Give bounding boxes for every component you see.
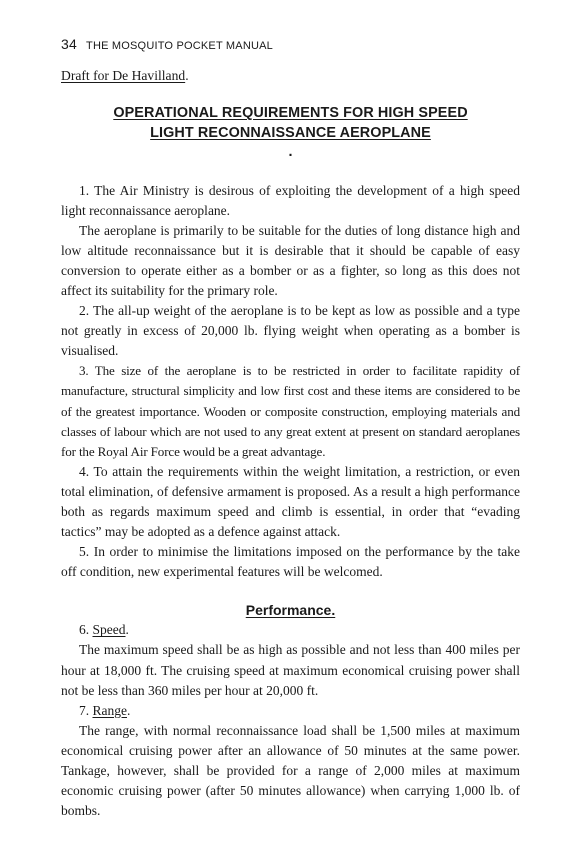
draft-note-text: Draft for De Havilland — [61, 68, 186, 83]
title-line-2: LIGHT RECONNAISSANCE AEROPLANE — [150, 124, 431, 141]
paragraph-4: 4. To attain the requirements within the weight limitation, a restriction, or even total elimination, of defensive armament is proposed. As a result a high performance both as regards maximum speed and climb is essential, in order that “evading tactics” may be adopted as a defence against attack. — [61, 463, 520, 540]
range-paragraph: The range, with normal reconnaissance load shall be 1,500 miles at maximum economical cruising power after an allowance of 50 minutes at the same power. Tankage, however, shall be provided for a range of 2,000 miles at maximum economic cruising power (after 50 minutes allowance) when carrying 1,000 lb. of bombs. — [61, 722, 520, 819]
performance-heading-text: Performance. — [245, 602, 336, 619]
draft-note — [61, 66, 520, 86]
document-title — [61, 104, 520, 163]
paragraph-1: 1. The Air Ministry is desirous of exploiting the development of a high speed light reconnaissance aeroplane. — [61, 182, 520, 218]
speed-punct: . — [125, 622, 129, 638]
range-punct: . — [127, 702, 131, 718]
speed-paragraph: The maximum speed shall be as high as possible and not less than 400 miles per hour at 18,000 ft. The cruising speed at maximum economical cruising power shall not be less than 360 miles per hour at 20,000 ft. — [61, 642, 520, 698]
paragraph-2: 2. The all-up weight of the aeroplane is to be kept as low as possible and a type not greatly in excess of 20,000 lb. flying weight when operating as a bomber is visualised. — [61, 303, 520, 359]
paragraph-1b: The aeroplane is primarily to be suitable for the duties of long distance high and low altitude reconnaissance but it is desirable that it should be capable of easy conversion to operate either as a bomber or as a fighter, so long as this does not affect its suitability for the primary role. — [61, 222, 520, 298]
page-number: 34 — [61, 36, 77, 52]
paragraph-5: 5. In order to minimise the limitations imposed on the performance by the take off condition, new experimental features will be welcomed. — [61, 544, 520, 580]
range-number: 7. — [79, 702, 90, 718]
speed-label: Speed — [92, 622, 126, 638]
range-label: Range — [92, 702, 127, 718]
range-heading — [61, 701, 520, 721]
title-line-2-wrap — [61, 124, 520, 163]
speed-heading — [61, 620, 520, 640]
paragraph-3: 3. The size of the aeroplane is to be restricted in order to facilitate rapidity of manufacture, structural simplicity and low first cost and these items are considered to be of the greatest importance. Wooden or composite construction, employing materials and classes of labour which are not used to any great extent at present on standard aeroplanes for the Royal Air Force would be a great advantage. — [61, 363, 520, 459]
title-line-1: OPERATIONAL REQUIREMENTS FOR HIGH SPEED — [113, 105, 468, 121]
speed-number: 6. — [79, 622, 90, 638]
document-page — [61, 36, 520, 821]
draft-note-punct: . — [185, 68, 189, 83]
title-punct: . — [288, 144, 293, 160]
performance-heading — [61, 600, 520, 620]
running-title: THE MOSQUITO POCKET MANUAL — [86, 40, 273, 52]
running-header — [61, 36, 520, 54]
